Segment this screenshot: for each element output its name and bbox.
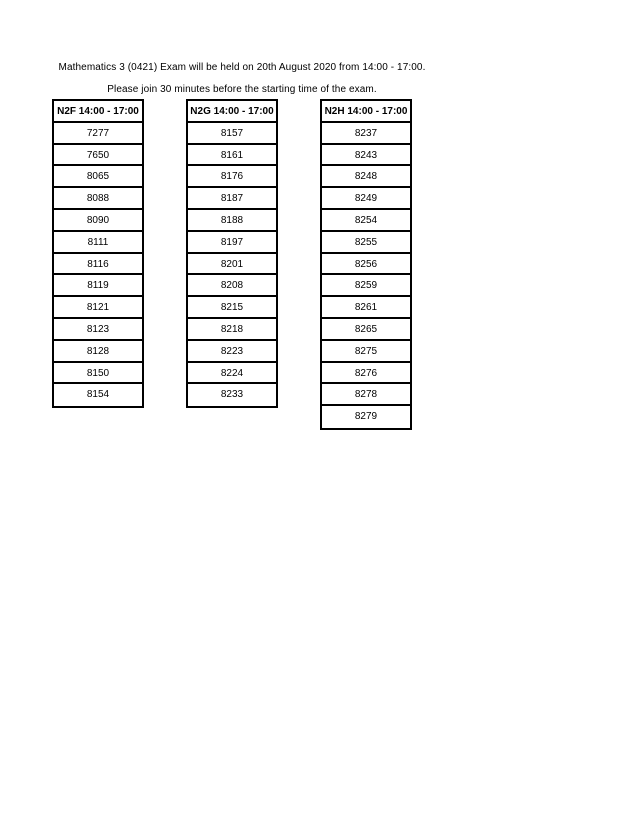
join-instruction: Please join 30 minutes before the starting time of the exam. <box>107 84 377 95</box>
student-id-cell: 8154 <box>86 389 110 401</box>
student-id-cell: 8208 <box>188 275 276 297</box>
student-id-cell: 8261 <box>322 297 410 319</box>
student-id-cell: 8123 <box>54 319 142 341</box>
student-id-cell: 8090 <box>54 210 142 232</box>
student-id-cell: 8111 <box>54 232 142 254</box>
student-id-cell: 8201 <box>188 254 276 276</box>
student-id-cell: 8065 <box>54 166 142 188</box>
group-n2f-table <box>52 99 144 408</box>
student-id-cell: 8116 <box>54 254 142 276</box>
student-id-cell: 8233 <box>220 389 244 401</box>
student-id-cell: 8237 <box>322 123 410 145</box>
student-id-cell: 8259 <box>322 275 410 297</box>
student-id-cell: 8243 <box>322 145 410 167</box>
student-id-cell: 8248 <box>322 166 410 188</box>
group-header: N2F 14:00 - 17:00 <box>54 101 142 123</box>
group-n2g-table <box>186 99 278 408</box>
student-id-cell: 8215 <box>188 297 276 319</box>
group-header: N2G 14:00 - 17:00 <box>188 101 276 123</box>
student-id-cell: 8150 <box>54 363 142 385</box>
student-id-cell: 8278 <box>322 384 410 406</box>
student-id-cell: 8176 <box>188 166 276 188</box>
student-id-cell: 8256 <box>322 254 410 276</box>
student-id-cell: 7277 <box>54 123 142 145</box>
student-id-cell: 8254 <box>322 210 410 232</box>
group-n2h-table <box>320 99 412 430</box>
student-id-cell: 8224 <box>188 363 276 385</box>
student-id-cell: 7650 <box>54 145 142 167</box>
student-id-cell: 8276 <box>322 363 410 385</box>
student-id-cell: 8121 <box>54 297 142 319</box>
student-id-cell: 8197 <box>188 232 276 254</box>
student-id-cell: 8223 <box>188 341 276 363</box>
student-id-cell: 8275 <box>322 341 410 363</box>
group-header: N2H 14:00 - 17:00 <box>322 101 410 123</box>
student-id-cell: 8088 <box>54 188 142 210</box>
student-id-cell: 8249 <box>322 188 410 210</box>
student-id-cell: 8255 <box>322 232 410 254</box>
student-id-cell: 8119 <box>54 275 142 297</box>
student-id-cell: 8188 <box>188 210 276 232</box>
student-id-cell: 8218 <box>188 319 276 341</box>
student-id-cell: 8161 <box>188 145 276 167</box>
student-id-cell: 8265 <box>322 319 410 341</box>
exam-notice: Mathematics 3 (0421) Exam will be held on 20th August 2020 from 14:00 - 17:00. <box>58 62 426 73</box>
student-id-cell: 8128 <box>54 341 142 363</box>
student-id-cell: 8279 <box>354 411 378 423</box>
student-id-cell: 8157 <box>188 123 276 145</box>
student-id-cell: 8187 <box>188 188 276 210</box>
